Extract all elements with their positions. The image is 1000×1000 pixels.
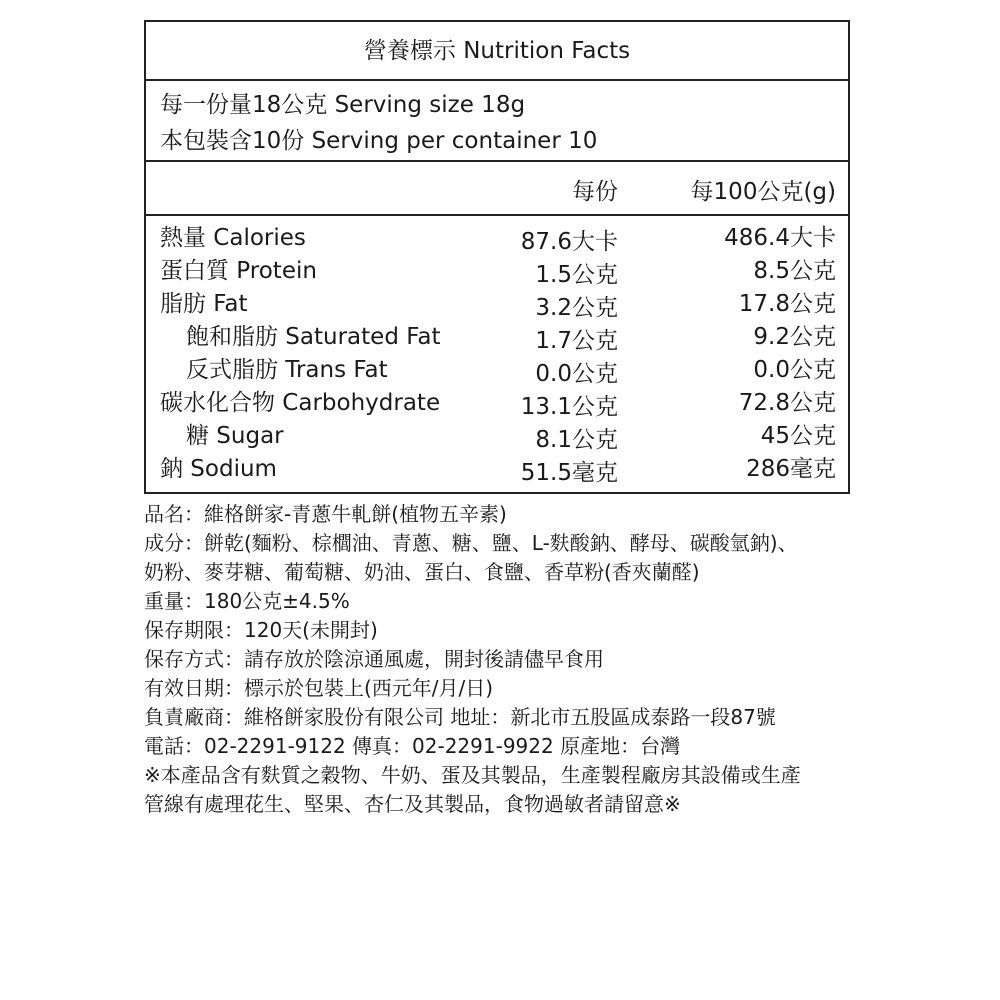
nutrient-name: 鈉 Sodium [160,456,277,482]
per-100g-value: 0.0公克 [753,357,836,383]
per-serving-value: 0.0公克 [535,361,618,387]
per-100g-value: 17.8公克 [738,291,836,317]
per-serving-value: 51.5毫克 [520,460,618,486]
nutrient-name: 飽和脂肪 Saturated Fat [186,324,441,350]
serving-size: 每一份量18公克 Serving size 18g [160,92,526,118]
per-100g-value: 486.4大卡 [724,225,836,251]
per-serving-header: 每份 [572,179,618,205]
product-info [144,500,864,819]
nutrient-name: 脂肪 Fat [160,291,248,317]
per-100g-value: 45公克 [760,423,836,449]
nutrient-name: 碳水化合物 Carbohydrate [160,390,441,416]
nutrient-row-sugar [146,417,848,453]
per-serving-value: 8.1公克 [535,427,618,453]
nutrition-title: 營養標示 Nutrition Facts [146,22,848,81]
nutrient-row-trans-fat [146,351,848,387]
nutrient-row-fat [146,285,848,321]
per-serving-value: 1.5公克 [535,262,618,288]
ingredients-line-2: 奶粉、麥芽糖、葡萄糖、奶油、蛋白、食鹽、香草粉(香夾蘭醛) [144,560,700,584]
column-headers [146,161,848,216]
per-100g-header: 每100公克(g) [690,179,836,205]
per-100g-value: 286毫克 [746,456,836,482]
allergen-line-2: 管線有處理花生、堅果、杏仁及其製品，食物過敏者請留意※ [144,792,681,816]
weight-line: 重量：180公克±4.5% [144,589,350,613]
nutrient-rows [146,219,848,486]
per-serving-value: 1.7公克 [535,328,618,354]
nutrient-row-saturated-fat [146,318,848,354]
per-serving-value: 13.1公克 [520,394,618,420]
per-100g-value: 9.2公克 [753,324,836,350]
ingredients-line-1: 成分：餅乾(麵粉、棕櫚油、青蔥、糖、鹽、L-麩酸鈉、酵母、碳酸氫鈉)、 [144,531,798,555]
storage-line: 保存方式：請存放於陰涼通風處，開封後請儘早食用 [144,647,604,671]
per-serving-value: 3.2公克 [535,295,618,321]
expiry-line: 有效日期：標示於包裝上(西元年/月/日) [144,676,494,700]
shelf-life-line: 保存期限：120天(未開封) [144,618,378,642]
servings-per-container: 本包裝含10份 Serving per container 10 [160,128,598,154]
product-name-line: 品名：維格餅家-青蔥牛軋餅(植物五辛素) [144,502,507,526]
per-serving-value: 87.6大卡 [520,229,618,255]
nutrient-name: 糖 Sugar [186,423,284,449]
nutrient-row-carbohydrate [146,384,848,420]
nutrient-name: 反式脂肪 Trans Fat [186,357,388,383]
contact-line: 電話：02-2291-9122 傳真：02-2291-9922 原產地：台灣 [144,734,681,758]
manufacturer-line: 負責廠商：維格餅家股份有限公司 地址：新北市五股區成泰路一段87號 [144,705,776,729]
nutrient-row-calories [146,219,848,255]
nutrient-name: 熱量 Calories [160,225,306,251]
nutrient-row-protein [146,252,848,288]
nutrient-row-sodium [146,450,848,486]
nutrition-facts-table [144,20,850,494]
nutrient-name: 蛋白質 Protein [160,258,317,284]
serving-info [146,80,848,162]
allergen-line-1: ※本產品含有麩質之穀物、牛奶、蛋及其製品，生產製程廠房其設備或生產 [144,763,801,787]
per-100g-value: 72.8公克 [738,390,836,416]
per-100g-value: 8.5公克 [753,258,836,284]
